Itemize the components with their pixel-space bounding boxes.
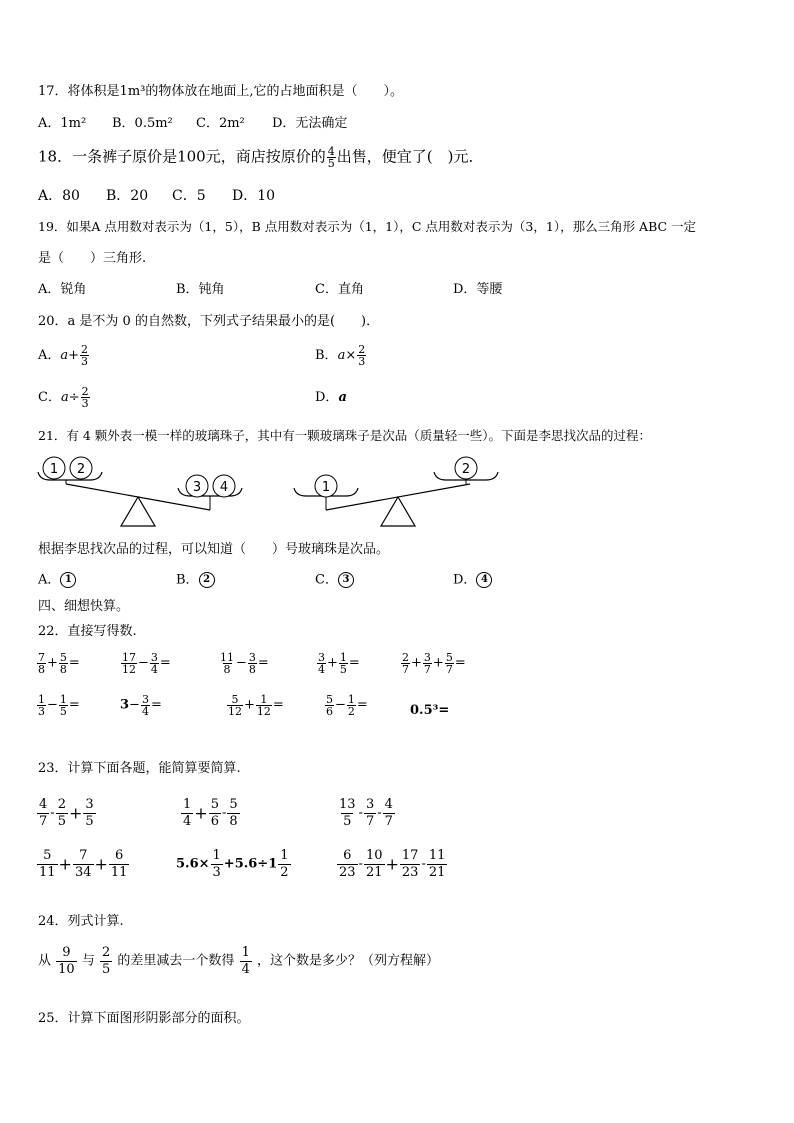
ball-1-second-label: 1 — [321, 480, 331, 495]
q24-text: 从 $\frac{9}{10}$ 与 $\frac{2}{5}$ 的差里减去一个数得 $\frac{1}{4}$ ，这个数是多少？（列方程解） — [38, 945, 440, 977]
q20-option-b[interactable]: B．a× $\frac{2}{3}$ — [315, 343, 366, 368]
q22-r1-item2[interactable]: $\frac{17}{12}$ − $\frac{3}{4}$ = — [122, 651, 171, 676]
q18-option-d[interactable]: D．10 — [232, 188, 276, 204]
q18-text — [38, 146, 483, 169]
q23-expr1[interactable]: $\frac{4}{7}$ - $\frac{2}{5}$ + $\frac{3}{5}$ — [39, 797, 94, 829]
q19-option-c[interactable]: C．直角 — [315, 282, 364, 297]
q18-option-b[interactable]: B．20 — [106, 188, 149, 204]
section-4-heading: 四、细想快算。 — [38, 599, 130, 614]
q19-option-a[interactable]: A．锐角 — [38, 282, 87, 297]
q18-prefix: 18．一条裤子原价是100元，商店按原价的 — [38, 147, 326, 166]
left-scale — [38, 457, 242, 526]
q23-title: 23．计算下面各题，能简算要简算. — [38, 761, 241, 776]
ball-4-label: 4 — [219, 480, 229, 495]
q24-title: 24．列式计算. — [38, 914, 124, 929]
q22-r1-item1[interactable]: $\frac{7}{8}$ + $\frac{5}{8}$ = — [38, 651, 80, 676]
q22-r2-item2[interactable]: 3− $\frac{3}{4}$ = — [120, 693, 162, 718]
q18-suffix: 出售，便宜了( )元． — [336, 147, 484, 166]
q22-r1-item5[interactable]: $\frac{2}{7}$ + $\frac{3}{7}$ + $\frac{5}{7}$ = — [402, 651, 466, 676]
q22-r2-item4[interactable]: $\frac{5}{6}$ − $\frac{1}{2}$ = — [326, 693, 368, 718]
ball-2-label: 2 — [76, 462, 86, 477]
q20-option-d[interactable]: D．a — [315, 390, 347, 405]
right-scale — [294, 457, 498, 526]
q17-text: 17．将体积是1m³的物体放在地面上,它的占地面积是（ ）。 — [38, 84, 403, 99]
q22-r1-item4[interactable]: $\frac{3}{4}$ + $\frac{1}{5}$ = — [318, 651, 360, 676]
q21-option-a[interactable]: A． 1 — [38, 572, 76, 589]
q21-text: 21．有 4 颗外表一模一样的玻璃珠子，其中有一颗玻璃珠子是次品（质量轻一些）。下面是李思找次品的过程： — [38, 428, 652, 443]
q20-option-a[interactable]: A．a+ $\frac{2}{3}$ — [38, 343, 89, 368]
q21-option-b[interactable]: B． 2 — [176, 572, 215, 589]
q19-line2: 是（ ）三角形. — [38, 251, 147, 266]
q18-fraction: $\frac{4}{5}$ — [327, 145, 335, 170]
q25-title: 25．计算下面图形阴影部分的面积。 — [38, 1011, 250, 1026]
q17-option-b[interactable]: B．0.5m² — [112, 116, 173, 131]
q21-option-c[interactable]: C． 3 — [315, 572, 354, 589]
q23-expr3[interactable]: $\frac{13}{5}$ - $\frac{3}{7}$ - $\frac{4}{7}$ — [339, 797, 393, 829]
q20-option-c[interactable]: C．a÷ $\frac{2}{3}$ — [38, 385, 89, 410]
q19-option-d[interactable]: D．等腰 — [453, 282, 503, 297]
q21-question: 根据李思找次品的过程，可以知道（ ）号玻璃珠是次品。 — [38, 542, 390, 557]
left-fulcrum — [121, 497, 155, 526]
q17-option-d[interactable]: D．无法确定 — [272, 116, 348, 131]
q22-r2-item3[interactable]: $\frac{5}{12}$ + $\frac{1}{12}$ = — [228, 693, 284, 718]
q17-option-c[interactable]: C．2m² — [196, 116, 245, 131]
ball-3-label: 3 — [192, 480, 202, 495]
q17-option-a[interactable]: A．1m² — [38, 116, 87, 131]
ball-2-second-label: 2 — [461, 462, 471, 477]
q20-text: 20．a 是不为 0 的自然数，下列式子结果最小的是( )． — [38, 314, 380, 329]
q23-expr5[interactable]: 5.6× $\frac{1}{3}$ +5.6÷1 $\frac{1}{2}$ — [176, 848, 289, 880]
q18-option-a[interactable]: A．80 — [38, 188, 80, 204]
q19-line1: 19．如果A 点用数对表示为（1，5），B 点用数对表示为（1，1），C 点用数对表示为（3，1），那么三角形 ABC 一定 — [38, 219, 697, 234]
ball-1-label: 1 — [49, 462, 59, 477]
balance-scales-figure — [30, 450, 510, 535]
q23-expr6[interactable]: $\frac{6}{23}$ - $\frac{10}{21}$ + $\frac{17}{23}$ - $\frac{11}{21}$ — [339, 848, 446, 880]
q22-r2-item5[interactable]: 0.5³= — [410, 703, 450, 718]
q23-expr4[interactable]: $\frac{5}{11}$ + $\frac{7}{34}$ + $\frac{6}{11}$ — [39, 848, 128, 880]
q21-option-d[interactable]: D． 4 — [453, 572, 492, 589]
q19-option-b[interactable]: B．钝角 — [176, 282, 225, 297]
q23-expr2[interactable]: $\frac{1}{4}$ + $\frac{5}{6}$ - $\frac{5}{8}$ — [183, 797, 238, 829]
q22-r1-item3[interactable]: $\frac{11}{8}$ − $\frac{3}{8}$ = — [220, 651, 269, 676]
q22-r2-item1[interactable]: $\frac{1}{3}$ − $\frac{1}{5}$ = — [38, 693, 80, 718]
right-fulcrum — [381, 497, 415, 526]
q22-title: 22．直接写得数. — [38, 624, 137, 639]
q18-option-c[interactable]: C．5 — [172, 188, 206, 204]
